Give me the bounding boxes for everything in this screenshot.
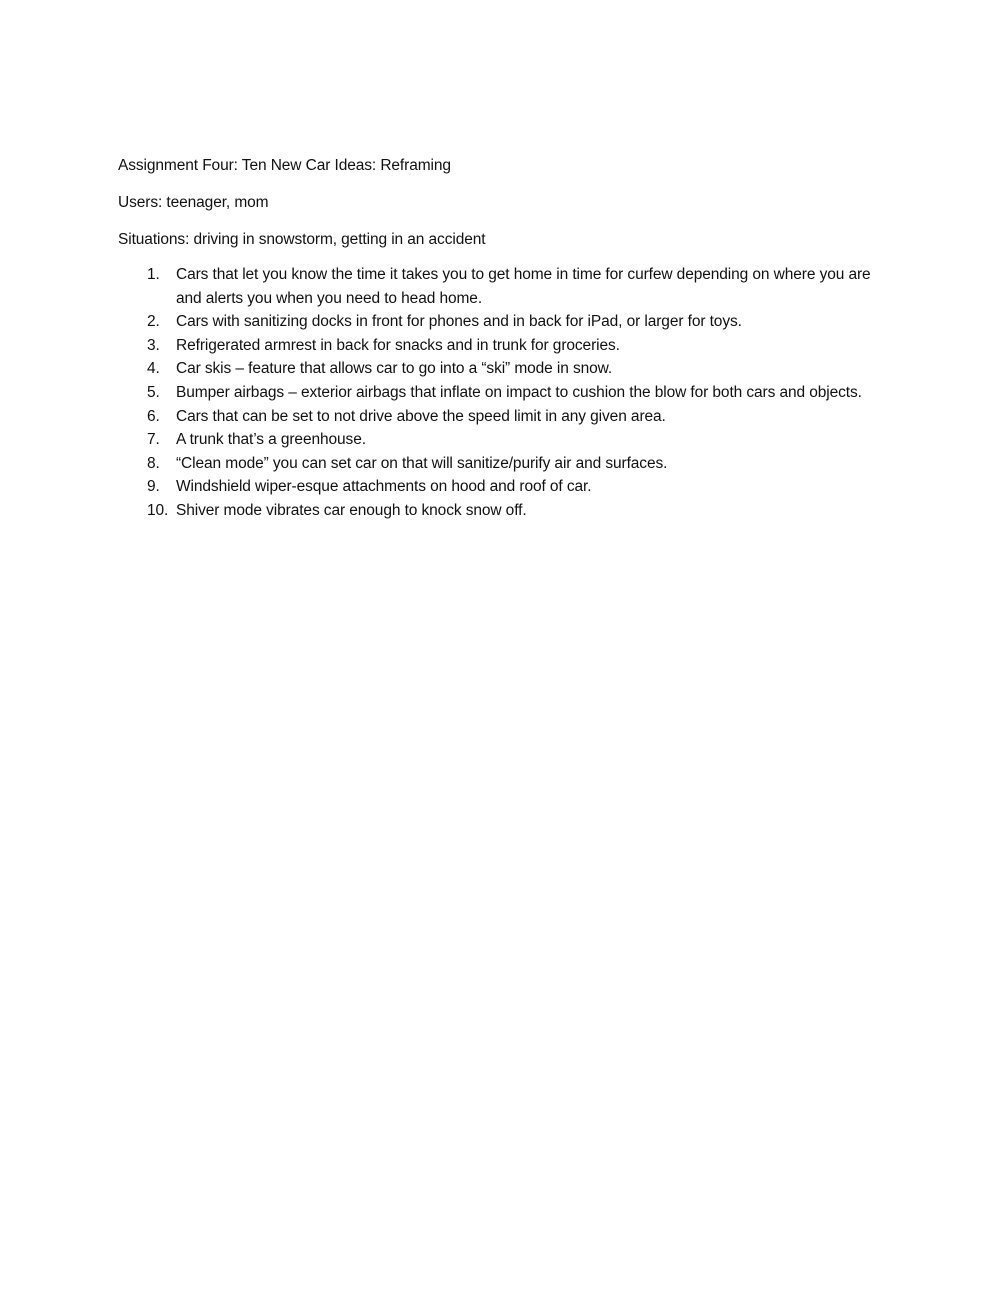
list-item	[118, 381, 888, 405]
list-item	[118, 357, 888, 381]
document-title: Assignment Four: Ten New Car Ideas: Reframing	[118, 157, 451, 174]
list-item	[118, 499, 888, 523]
list-item-number: 1.	[147, 266, 160, 283]
list-item-text: Windshield wiper-esque attachments on hood and roof of car.	[176, 478, 592, 496]
situations-line: Situations: driving in snowstorm, getting in an accident	[118, 231, 486, 248]
list-item-text: Cars that can be set to not drive above the speed limit in any given area.	[176, 407, 666, 425]
list-item-number: 4.	[147, 360, 160, 378]
list-item-text: Refrigerated armrest in back for snacks and in trunk for groceries.	[176, 336, 620, 354]
list-item-number: 3.	[147, 336, 160, 354]
list-item	[118, 475, 888, 499]
list-item	[118, 428, 888, 452]
list-item-text: Shiver mode vibrates car enough to knock snow off.	[176, 501, 527, 519]
list-item	[118, 405, 888, 429]
list-item	[118, 263, 888, 310]
list-item-number: 6.	[147, 407, 160, 425]
list-item	[118, 452, 888, 476]
list-item-number: 9.	[147, 478, 160, 496]
list-item-text: Bumper airbags – exterior airbags that inflate on impact to cushion the blow for both cars and objects.	[176, 383, 862, 401]
document-body	[118, 154, 888, 523]
list-item-text: “Clean mode” you can set car on that will sanitize/purify air and surfaces.	[176, 454, 668, 472]
list-item-text: Cars with sanitizing docks in front for phones and in back for iPad, or larger for toys.	[176, 313, 742, 331]
list-item-number: 8.	[147, 454, 160, 472]
list-item-number: 10.	[147, 501, 169, 519]
list-item	[118, 310, 888, 334]
list-item-text: Car skis – feature that allows car to go into a “ski” mode in snow.	[176, 360, 613, 378]
list-item-text: A trunk that’s a greenhouse.	[176, 431, 366, 449]
list-item-text: Cars that let you know the time it takes you to get home in time for curfew depending on where you are and alerts you when you need to head home.	[176, 266, 871, 307]
list-item	[118, 334, 888, 358]
list-item-number: 7.	[147, 431, 160, 449]
users-line: Users: teenager, mom	[118, 194, 269, 211]
ideas-list	[118, 263, 888, 523]
list-item-number: 5.	[147, 383, 160, 401]
list-item-number: 2.	[147, 313, 160, 331]
